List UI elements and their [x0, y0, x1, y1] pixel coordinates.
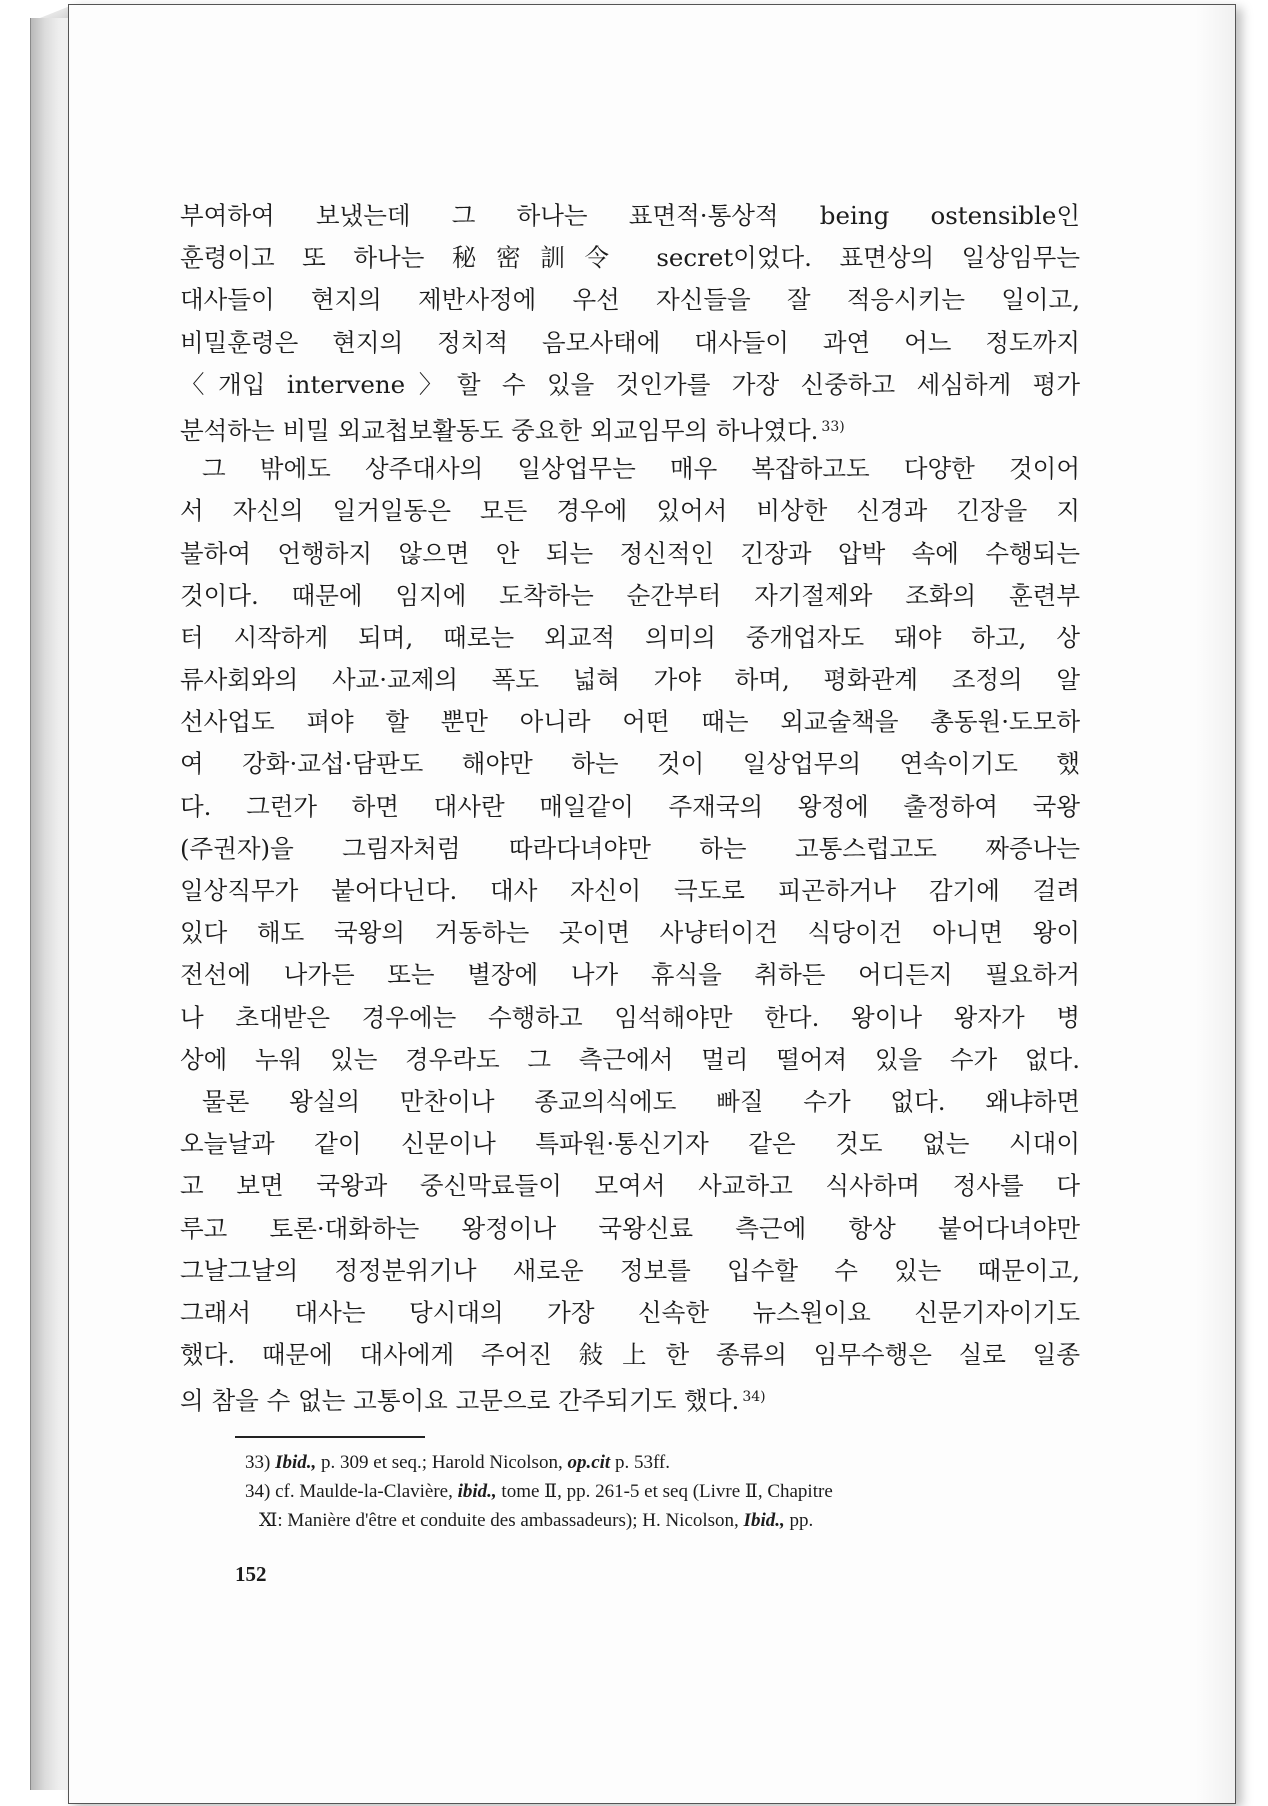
footnote-text: pp.: [789, 1510, 814, 1531]
text-line-content: 나 초대받은 경우에는 수행하고 임석해야만 한다. 왕이나 왕자가 병: [180, 1002, 1080, 1032]
text-line: [180, 1334, 1080, 1376]
footnote-34-continued: [245, 1506, 1082, 1535]
text-line-content: 그날그날의 정정분위기나 새로운 정보를 입수할 수 있는 때문이고,: [180, 1255, 1080, 1285]
text-line: [180, 533, 1080, 575]
footnote-text: p. 309 et seq.; Harold Nicolson,: [321, 1452, 563, 1473]
text-line: [180, 997, 1080, 1039]
book-spine: [30, 18, 71, 1790]
footnote-ref: 33): [821, 418, 845, 435]
text-line-content: 분석하는 비밀 외교첩보활동도 중요한 외교임무의 하나였다.: [180, 415, 819, 445]
text-line: [180, 448, 1080, 490]
text-line: [180, 279, 1080, 321]
text-line: [180, 490, 1080, 532]
text-line: [180, 1165, 1080, 1207]
page-number: 152: [235, 1562, 267, 1586]
text-line-content: 선사업도 펴야 할 뿐만 아니라 어떤 때는 외교술책을 총동원·도모하: [180, 707, 1080, 737]
text-line: [180, 870, 1080, 912]
text-line: [180, 1376, 1080, 1418]
text-line: [180, 1250, 1080, 1292]
text-line-content: 있다 해도 국왕의 거동하는 곳이면 사냥터이건 식당이건 아니면 왕이: [180, 918, 1080, 948]
text-line-content: 고 보면 국왕과 중신막료들이 모여서 사교하고 식사하며 정사를 다: [180, 1171, 1080, 1201]
text-line-content: 루고 토론·대화하는 왕정이나 국왕신료 측근에 항상 붙어다녀야만: [180, 1213, 1080, 1243]
text-line-content: 터 시작하게 되며, 때로는 외교적 의미의 중개업자도 돼야 하고, 상: [180, 622, 1080, 652]
text-line-content: 여 강화·교섭·담판도 해야만 하는 것이 일상업무의 연속이기도 했: [180, 749, 1080, 779]
footnote-number: 34): [245, 1481, 271, 1502]
text-line: [180, 954, 1080, 996]
footnote-34: [245, 1477, 1082, 1506]
text-line-content: 다. 그런가 하면 대사란 매일같이 주재국의 왕정에 출정하여 국왕: [180, 791, 1080, 821]
text-line: [180, 617, 1080, 659]
text-line-content: 훈령이고 또 하나는 秘密訓令 secret이었다. 표면상의 일상임무는: [180, 243, 1080, 273]
text-line: [180, 743, 1080, 785]
text-line: [180, 575, 1080, 617]
footnote-ibid: Ibid.,: [275, 1452, 317, 1473]
footnote-33: [245, 1448, 1082, 1477]
text-line-content: 〈개입 intervene〉할 수 있을 것인가를 가장 신중하고 세심하게 평가: [180, 369, 1080, 399]
text-line: [180, 912, 1080, 954]
text-line: [180, 1292, 1080, 1334]
text-line: [180, 237, 1080, 279]
text-line-content: 서 자신의 일거일동은 모든 경우에 있어서 비상한 신경과 긴장을 지: [180, 496, 1080, 526]
text-line: [180, 322, 1080, 364]
text-line-content: 오늘날과 같이 신문이나 특파원·통신기자 같은 것도 없는 시대이: [180, 1129, 1080, 1159]
text-line: [180, 659, 1080, 701]
text-line: [180, 1123, 1080, 1165]
text-line-content: 비밀훈령은 현지의 정치적 음모사태에 대사들이 과연 어느 정도까지: [180, 327, 1080, 357]
text-line-content: 대사들이 현지의 제반사정에 우선 자신들을 잘 적응시키는 일이고,: [180, 285, 1080, 315]
footnote-ibid: Ibid.,: [743, 1510, 785, 1531]
text-line-content: 그 밖에도 상주대사의 일상업무는 매우 복잡하고도 다양한 것이어: [202, 454, 1080, 484]
text-line: [180, 1081, 1080, 1123]
text-line-content: 불하여 언행하지 않으면 안 되는 정신적인 긴장과 압박 속에 수행되는: [180, 538, 1080, 568]
footnote-page: p. 53ff.: [614, 1452, 671, 1473]
footnote-ref: 34): [742, 1389, 766, 1406]
text-line-content: 부여하여 보냈는데 그 하나는 표면적·통상적 being ostensible인: [180, 201, 1080, 230]
footnote-text: cf. Maulde-la-Clavière,: [275, 1481, 453, 1502]
text-line: [180, 701, 1080, 743]
text-line: [180, 1208, 1080, 1250]
text-line-content: 물론 왕실의 만찬이나 종교의식에도 빠질 수가 없다. 왜냐하면: [202, 1086, 1080, 1116]
footnote-number: 33): [245, 1452, 271, 1473]
page-shade: [1195, 5, 1235, 1803]
footnote-text: tome Ⅱ, pp. 261-5 et seq (Livre Ⅱ, Chapitre: [501, 1481, 833, 1502]
text-line: [180, 195, 1080, 237]
text-line: [180, 364, 1080, 406]
body-text: [180, 195, 1080, 1418]
text-line-content: 했다. 때문에 대사에게 주어진 敍上한 종류의 임무수행은 실로 일종: [180, 1340, 1080, 1370]
footnote-divider: [235, 1436, 425, 1438]
text-line-content: 류사회와의 사교·교제의 폭도 넓혀 가야 하며, 평화관계 조정의 알: [180, 665, 1080, 695]
footnotes: [245, 1448, 1082, 1535]
text-line-content: 상에 누워 있는 경우라도 그 측근에서 멀리 떨어져 있을 수가 없다.: [180, 1044, 1080, 1074]
text-line-content: 것이다. 때문에 임지에 도착하는 순간부터 자기절제와 조화의 훈련부: [180, 580, 1080, 610]
text-line-content: 전선에 나가든 또는 별장에 나가 휴식을 취하든 어디든지 필요하거: [180, 960, 1080, 990]
text-line-content: 일상직무가 붙어다닌다. 대사 자신이 극도로 피곤하거나 감기에 걸려: [180, 876, 1080, 905]
text-line-content: 의 참을 수 없는 고통이요 고문으로 간주되기도 했다.: [180, 1386, 740, 1416]
text-line: [180, 828, 1080, 870]
text-line: [180, 406, 1080, 448]
footnote-ibid: ibid.,: [457, 1481, 497, 1502]
footnote-opcit: op.cit: [567, 1452, 611, 1473]
text-line-content: 그래서 대사는 당시대의 가장 신속한 뉴스원이요 신문기자이기도: [180, 1297, 1080, 1327]
text-line-content: (주권자)을 그림자처럼 따라다녀야만 하는 고통스럽고도 짜증나는: [180, 833, 1080, 863]
footnote-text: Ⅺ: Manière d'être et conduite des ambassadeurs); H. Nicolson,: [259, 1510, 739, 1531]
text-line: [180, 1039, 1080, 1081]
text-line: [180, 786, 1080, 828]
